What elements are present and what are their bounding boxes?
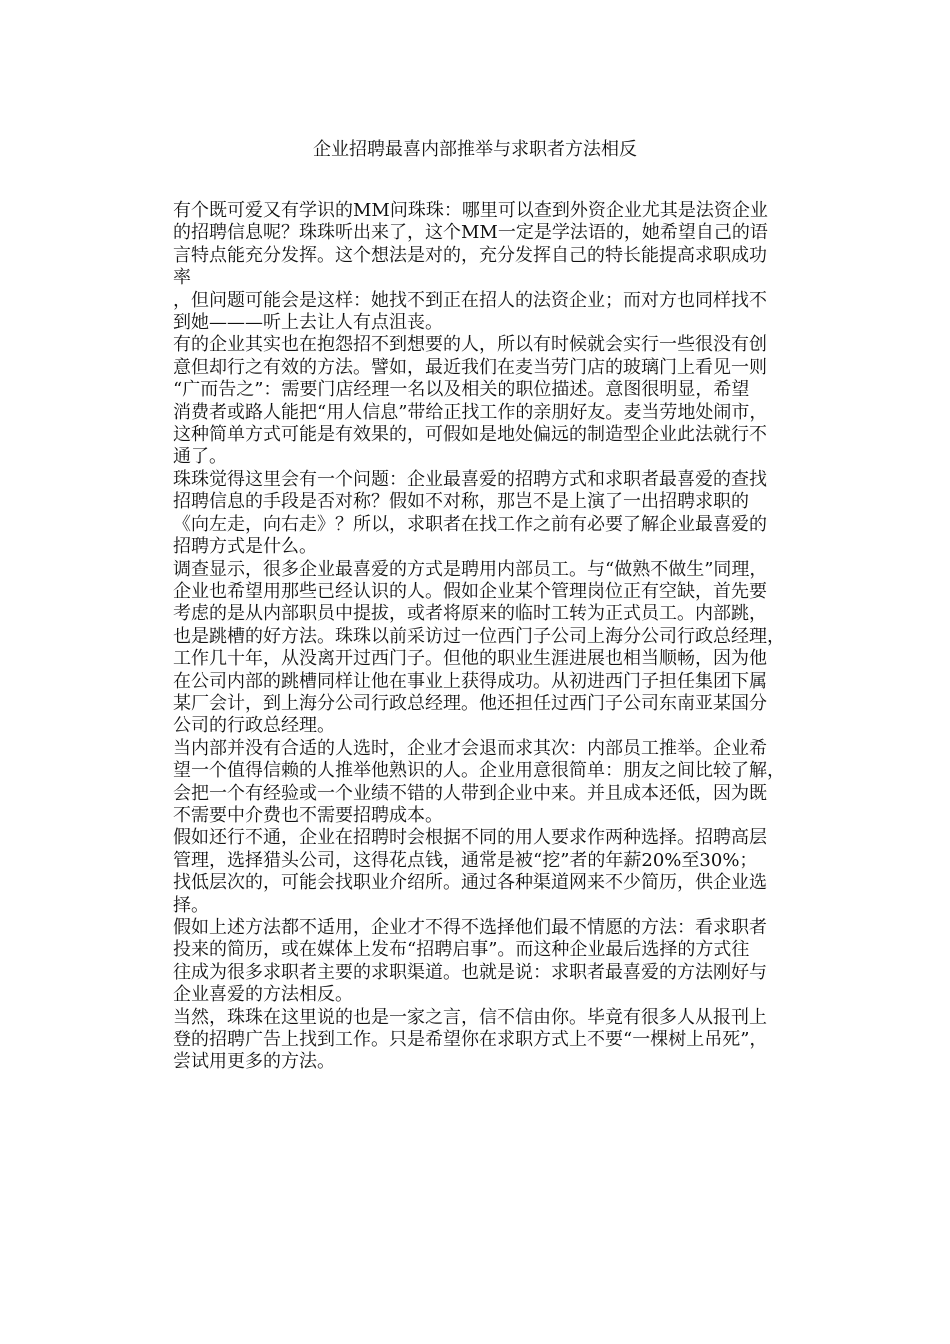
body-line: 在公司内部的跳槽同样让他在事业上获得成功。从初进西门子担任集团下属 [173,670,767,692]
body-line: 管理，选择猎头公司，这得花点钱，通常是被“挖”者的年薪20%至30%； [173,849,758,871]
body-line: 珠珠觉得这里会有一个问题：企业最喜爱的招聘方式和求职者最喜爱的查找 [173,468,767,490]
body-line: 投来的简历，或在媒体上发布“招聘启事”。而这种企业最后选择的方式往 [173,939,750,961]
body-line: 调查显示，很多企业最喜爱的方式是聘用内部员工。与“做熟不做生”同理， [173,558,768,580]
body-line: 尝试用更多的方法。 [173,1051,335,1073]
body-line: 意但却行之有效的方法。譬如，最近我们在麦当劳门店的玻璃门上看见一则 [173,356,767,378]
body-line: 企业也希望用那些已经认识的人。假如企业某个管理岗位正有空缺，首先要 [173,580,767,602]
body-line: 也是跳槽的好方法。珠珠以前采访过一位西门子公司上海分公司行政总经理， [173,625,785,647]
body-line: 当然，珠珠在这里说的也是一家之言，信不信由你。毕竟有很多人从报刊上 [173,1006,767,1028]
body-line: 找低层次的，可能会找职业介绍所。通过各种渠道网来不少简历，供企业选 [173,872,767,894]
body-line: 有的企业其实也在抱怨招不到想要的人，所以有时候就会实行一些很没有创 [173,334,767,356]
body-line: 不需要中介费也不需要招聘成本。 [173,804,443,826]
body-line: “广而告之”：需要门店经理一名以及相关的职位描述。意图很明显，希望 [173,379,750,401]
document-body [173,200,813,1074]
body-line: 消费者或路人能把“用人信息”带给正找工作的亲朋好友。麦当劳地处闹市， [173,401,768,423]
body-line: 到她———听上去让人有点沮丧。 [173,312,443,334]
body-line: 某厂会计，到上海分公司行政总经理。他还担任过西门子公司东南亚某国分 [173,692,767,714]
body-line: 会把一个有经验或一个业绩不错的人带到企业中来。并且成本还低，因为既 [173,782,767,804]
body-line: 假如还行不通，企业在招聘时会根据不同的用人要求作两种选择。招聘高层 [173,827,767,849]
body-line: 假如上述方法都不适用，企业才不得不选择他们最不情愿的方法：看求职者 [173,917,767,938]
body-line: 有个既可爱又有学识的MM问珠珠：哪里可以查到外资企业尤其是法资企业 [173,200,768,221]
body-line: 当内部并没有合适的人选时，企业才会退而求其次：内部员工推举。企业希 [173,737,767,759]
body-line: 企业喜爱的方法相反。 [173,984,353,1006]
body-line: 招聘信息的手段是否对称？假如不对称，那岂不是上演了一出招聘求职的 [173,491,749,513]
body-line: 言特点能充分发挥。这个想法是对的，充分发挥自己的特长能提高求职成功 [173,244,767,266]
body-line: 公司的行政总经理。 [173,715,335,737]
body-line: 招聘方式是什么。 [173,536,317,558]
body-line: 率 [173,267,191,289]
body-line: ，但问题可能会是这样：她找不到正在招人的法资企业；而对方也同样找不 [173,289,767,311]
body-line: 往成为很多求职者主要的求职渠道。也就是说：求职者最喜爱的方法刚好与 [173,961,767,983]
body-line: 《向左走，向右走》？所以，求职者在找工作之前有必要了解企业最喜爱的 [173,513,767,535]
body-line: 望一个值得信赖的人推举他熟识的人。企业用意很简单：朋友之间比较了解， [173,760,785,782]
body-line: 通了。 [173,446,227,468]
body-line: 登的招聘广告上找到工作。只是希望你在求职方式上不要“一棵树上吊死”， [173,1029,768,1051]
body-line: 的招聘信息呢？珠珠听出来了，这个MM一定是学法语的，她希望自己的语 [173,222,768,244]
body-line: 择。 [173,894,209,916]
body-line: 这种简单方式可能是有效果的，可假如是地处偏远的制造型企业此法就行不 [173,424,767,446]
body-line: 考虑的是从内部职员中提拔，或者将原来的临时工转为正式员工。内部跳， [173,603,767,625]
body-line: 工作几十年，从没离开过西门子。但他的职业生涯进展也相当顺畅，因为他 [173,648,767,670]
document-title: 企业招聘最喜内部推举与求职者方法相反 [313,139,637,160]
